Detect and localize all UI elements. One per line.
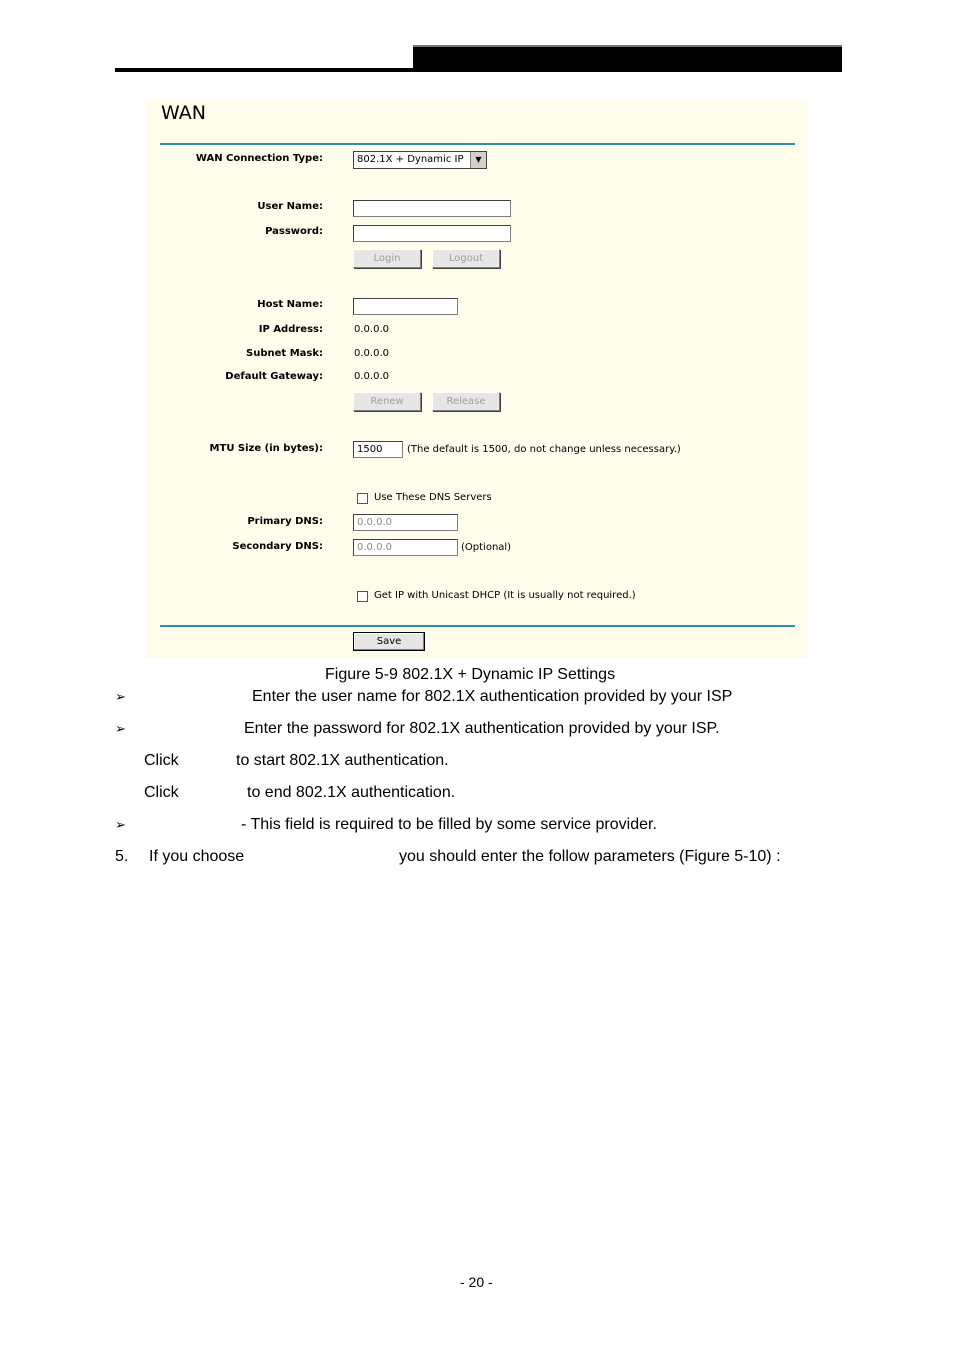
ip-address-value: 0.0.0.0 bbox=[354, 324, 389, 335]
logout-description: to end 802.1X authentication. bbox=[247, 784, 456, 801]
secondary-dns-label: Secondary DNS: bbox=[232, 541, 323, 552]
top-divider bbox=[160, 143, 795, 145]
connection-type-value: 802.1X + Dynamic IP bbox=[357, 154, 464, 165]
bullet-icon: ➢ bbox=[115, 817, 126, 832]
header-rule bbox=[115, 68, 413, 72]
user-name-description: Enter the user name for 802.1X authentication provided by your ISP bbox=[252, 688, 733, 705]
choose-text-start: If you choose bbox=[149, 848, 245, 865]
panel-title: WAN bbox=[161, 102, 206, 124]
chevron-down-icon[interactable]: ▼ bbox=[470, 152, 486, 168]
user-name-input[interactable] bbox=[353, 200, 511, 217]
host-name-input[interactable] bbox=[353, 298, 458, 315]
figure-caption: Figure 5-9 802.1X + Dynamic IP Settings bbox=[325, 666, 616, 683]
optional-note: (Optional) bbox=[461, 542, 512, 553]
subnet-mask-value: 0.0.0.0 bbox=[354, 348, 389, 359]
click-word-login: Click bbox=[144, 752, 179, 769]
renew-button[interactable]: Renew bbox=[353, 392, 421, 411]
header-bar bbox=[413, 45, 842, 72]
login-description: to start 802.1X authentication. bbox=[236, 752, 449, 769]
connection-type-label: WAN Connection Type: bbox=[195, 153, 323, 164]
password-label: Password: bbox=[265, 226, 323, 237]
default-gateway-label: Default Gateway: bbox=[225, 371, 323, 382]
mtu-note: (The default is 1500, do not change unless necessary.) bbox=[407, 444, 681, 455]
bottom-divider bbox=[160, 625, 795, 627]
item-number: 5. bbox=[115, 848, 129, 865]
logout-button[interactable]: Logout bbox=[432, 249, 500, 268]
host-name-description: - This field is required to be filled by some service provider. bbox=[241, 816, 657, 833]
default-gateway-value: 0.0.0.0 bbox=[354, 371, 389, 382]
release-button[interactable]: Release bbox=[432, 392, 500, 411]
secondary-dns-input[interactable]: 0.0.0.0 bbox=[353, 539, 458, 556]
unicast-dhcp-checkbox[interactable] bbox=[357, 591, 368, 602]
bullet-icon: ➢ bbox=[115, 689, 126, 704]
mtu-label: MTU Size (in bytes): bbox=[209, 443, 323, 454]
choose-text-end: you should enter the follow parameters (Figure 5-10) : bbox=[399, 848, 781, 865]
wan-settings-panel bbox=[145, 100, 808, 658]
mtu-input[interactable]: 1500 bbox=[353, 441, 403, 458]
subnet-mask-label: Subnet Mask: bbox=[246, 348, 323, 359]
header-bar-highlight bbox=[413, 45, 842, 47]
use-dns-label: Use These DNS Servers bbox=[374, 492, 492, 503]
bullet-icon: ➢ bbox=[115, 721, 126, 736]
user-name-label: User Name: bbox=[257, 201, 323, 212]
connection-type-select[interactable] bbox=[353, 151, 487, 169]
primary-dns-input[interactable]: 0.0.0.0 bbox=[353, 514, 458, 531]
ip-address-label: IP Address: bbox=[258, 324, 323, 335]
host-name-label: Host Name: bbox=[257, 299, 323, 310]
password-input[interactable] bbox=[353, 225, 511, 242]
save-button[interactable]: Save bbox=[353, 632, 425, 651]
password-description: Enter the password for 802.1X authentication provided by your ISP. bbox=[244, 720, 720, 737]
login-button[interactable]: Login bbox=[353, 249, 421, 268]
unicast-dhcp-label: Get IP with Unicast DHCP (It is usually not required.) bbox=[374, 590, 636, 601]
page-number: - 20 - bbox=[460, 1274, 493, 1290]
primary-dns-label: Primary DNS: bbox=[247, 516, 323, 527]
click-word-logout: Click bbox=[144, 784, 179, 801]
use-dns-checkbox[interactable] bbox=[357, 493, 368, 504]
